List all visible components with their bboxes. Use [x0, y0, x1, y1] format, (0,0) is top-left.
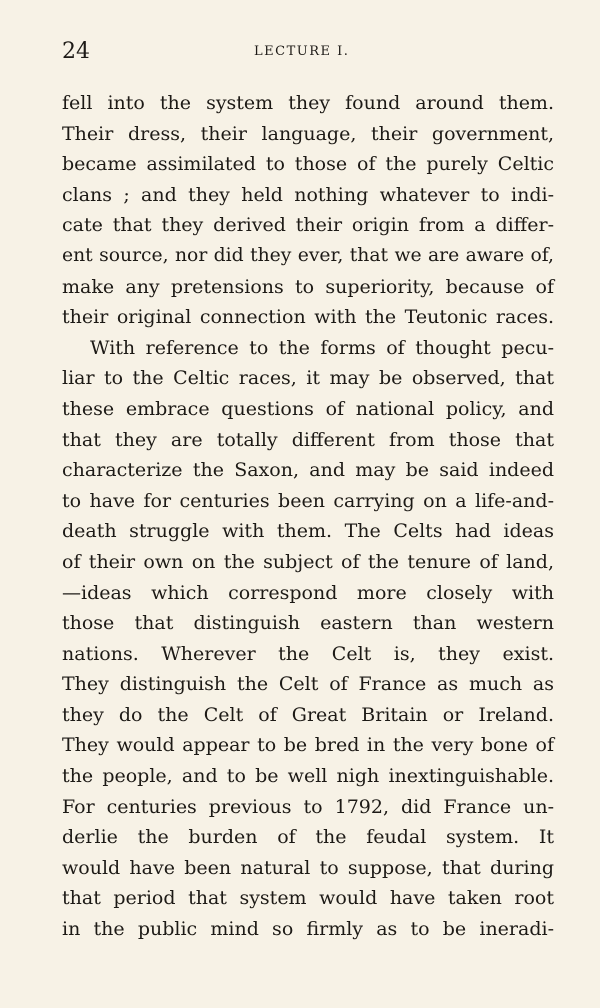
text-line: death struggle with them. The Celts had ideas [62, 520, 554, 543]
page-header [62, 38, 552, 68]
text-line: With reference to the forms of thought pecu- [90, 336, 554, 359]
text-line: in the public mind so firmly as to be ineradi- [62, 918, 554, 941]
text-line: Their dress, their language, their government, [62, 122, 554, 145]
text-line: that they are totally different from those that [62, 428, 554, 451]
text-line: They would appear to be bred in the very bone of [62, 734, 554, 757]
text-line: For centuries previous to 1792, did France un- [62, 795, 554, 818]
text-line: clans ; and they held nothing whatever to indi- [62, 183, 554, 206]
text-line: their original connection with the Teutonic races. [62, 306, 554, 329]
text-line: make any pretensions to superiority, because of [62, 275, 554, 298]
text-line: became assimilated to those of the purely Celtic [62, 153, 554, 176]
text-line: these embrace questions of national policy, and [62, 397, 554, 420]
text-line: characterize the Saxon, and may be said indeed [62, 459, 554, 482]
text-line: that period that system would have taken root [62, 887, 554, 910]
text-line: to have for centuries been carrying on a life-and- [62, 489, 554, 512]
text-line: ent source, nor did they ever, that we are aware of, [62, 244, 554, 266]
text-line: those that distinguish eastern than western [62, 612, 554, 635]
text-line: —ideas which correspond more closely with [62, 581, 554, 604]
body-text [62, 88, 554, 945]
text-line: they do the Celt of Great Britain or Ireland. [62, 703, 554, 726]
text-line: fell into the system they found around them. [62, 92, 554, 114]
text-line: of their own on the subject of the tenure of land, [62, 550, 554, 573]
text-line: nations. Wherever the Celt is, they exist. [62, 642, 554, 665]
text-line: cate that they derived their origin from a differ- [62, 214, 554, 237]
text-line: They distinguish the Celt of France as much as [62, 673, 554, 696]
text-line: the people, and to be well nigh inextinguishable. [62, 765, 554, 788]
running-head: LECTURE I. [254, 44, 350, 59]
text-line: derlie the burden of the feudal system. It [62, 826, 554, 849]
page-number: 24 [62, 39, 90, 64]
text-line: would have been natural to suppose, that during [62, 856, 554, 879]
text-line: liar to the Celtic races, it may be observed, that [62, 367, 554, 390]
